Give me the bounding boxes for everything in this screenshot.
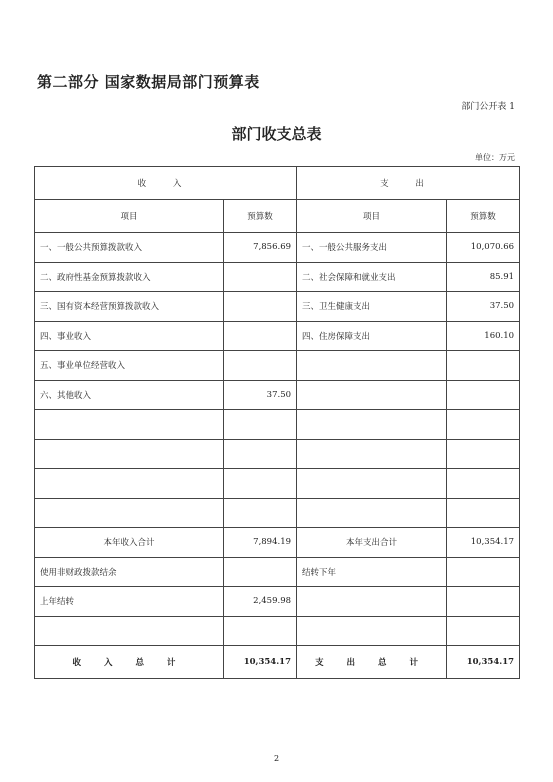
income-value: 7,856.69 — [224, 233, 297, 263]
income-value — [224, 321, 297, 351]
expense-value — [447, 469, 520, 499]
expense-value: 37.50 — [447, 292, 520, 322]
expense-item — [297, 469, 447, 499]
expense-budget-header: 预算数 — [447, 200, 520, 233]
income-item: 二、政府性基金预算拨款收入 — [35, 262, 224, 292]
expense-item: 一、一般公共服务支出 — [297, 233, 447, 263]
income-total-value: 10,354.17 — [224, 646, 297, 679]
expense-item — [297, 587, 447, 617]
income-item: 上年结转 — [35, 587, 224, 617]
table-row — [35, 292, 520, 322]
income-value — [224, 469, 297, 499]
income-value — [224, 439, 297, 469]
expense-item: 四、住房保障支出 — [297, 321, 447, 351]
expense-total-label: 支 出 总 计 — [297, 646, 447, 679]
subtotal-row — [35, 528, 520, 558]
column-header-row — [35, 200, 520, 233]
table-header-row — [35, 167, 520, 200]
expense-value — [447, 439, 520, 469]
income-item — [35, 410, 224, 440]
income-total-label: 收 入 总 计 — [35, 646, 224, 679]
budget-table — [34, 166, 520, 679]
expense-value — [447, 557, 520, 587]
expense-item — [297, 380, 447, 410]
unit-label: 单位：万元 — [475, 153, 515, 162]
income-value: 2,459.98 — [224, 587, 297, 617]
expense-item: 结转下年 — [297, 557, 447, 587]
expense-value: 160.10 — [447, 321, 520, 351]
expense-value — [447, 616, 520, 646]
income-item-header: 项目 — [35, 200, 224, 233]
expense-subtotal-label: 本年支出合计 — [297, 528, 447, 558]
section-title: 第二部分 国家数据局部门预算表 — [37, 73, 260, 91]
expense-value: 10,070.66 — [447, 233, 520, 263]
expense-item — [297, 351, 447, 381]
table-row — [35, 439, 520, 469]
expense-value — [447, 498, 520, 528]
expense-value — [447, 380, 520, 410]
income-item: 三、国有资本经营预算拨款收入 — [35, 292, 224, 322]
table-row — [35, 321, 520, 351]
income-item — [35, 439, 224, 469]
income-item — [35, 498, 224, 528]
expense-value — [447, 587, 520, 617]
income-item: 一、一般公共预算拨款收入 — [35, 233, 224, 263]
table-number: 部门公开表 1 — [461, 102, 515, 112]
total-row — [35, 646, 520, 679]
income-value — [224, 498, 297, 528]
income-header: 收 入 — [35, 167, 297, 200]
income-item: 六、其他收入 — [35, 380, 224, 410]
income-item: 五、事业单位经营收入 — [35, 351, 224, 381]
expense-item: 三、卫生健康支出 — [297, 292, 447, 322]
income-item: 四、事业收入 — [35, 321, 224, 351]
page-number: 2 — [273, 754, 280, 763]
table-row — [35, 557, 520, 587]
table-row — [35, 233, 520, 263]
income-subtotal-label: 本年收入合计 — [35, 528, 224, 558]
income-value — [224, 616, 297, 646]
table-row — [35, 351, 520, 381]
expense-item — [297, 498, 447, 528]
income-value — [224, 262, 297, 292]
expense-value — [447, 410, 520, 440]
table-row — [35, 616, 520, 646]
table-row — [35, 469, 520, 499]
income-item: 使用非财政拨款结余 — [35, 557, 224, 587]
expense-value — [447, 351, 520, 381]
expense-item: 二、社会保障和就业支出 — [297, 262, 447, 292]
expense-value: 85.91 — [447, 262, 520, 292]
income-value — [224, 351, 297, 381]
table-row — [35, 380, 520, 410]
income-value — [224, 557, 297, 587]
expense-item-header: 项目 — [297, 200, 447, 233]
expense-header: 支 出 — [297, 167, 520, 200]
income-subtotal-value: 7,894.19 — [224, 528, 297, 558]
income-item — [35, 469, 224, 499]
income-value — [224, 292, 297, 322]
table-row — [35, 262, 520, 292]
table-row — [35, 498, 520, 528]
expense-item — [297, 616, 447, 646]
table-row — [35, 587, 520, 617]
income-value: 37.50 — [224, 380, 297, 410]
page-title: 部门收支总表 — [231, 125, 322, 143]
income-budget-header: 预算数 — [224, 200, 297, 233]
expense-item — [297, 410, 447, 440]
expense-item — [297, 439, 447, 469]
income-value — [224, 410, 297, 440]
expense-subtotal-value: 10,354.17 — [447, 528, 520, 558]
table-row — [35, 410, 520, 440]
income-item — [35, 616, 224, 646]
expense-total-value: 10,354.17 — [447, 646, 520, 679]
